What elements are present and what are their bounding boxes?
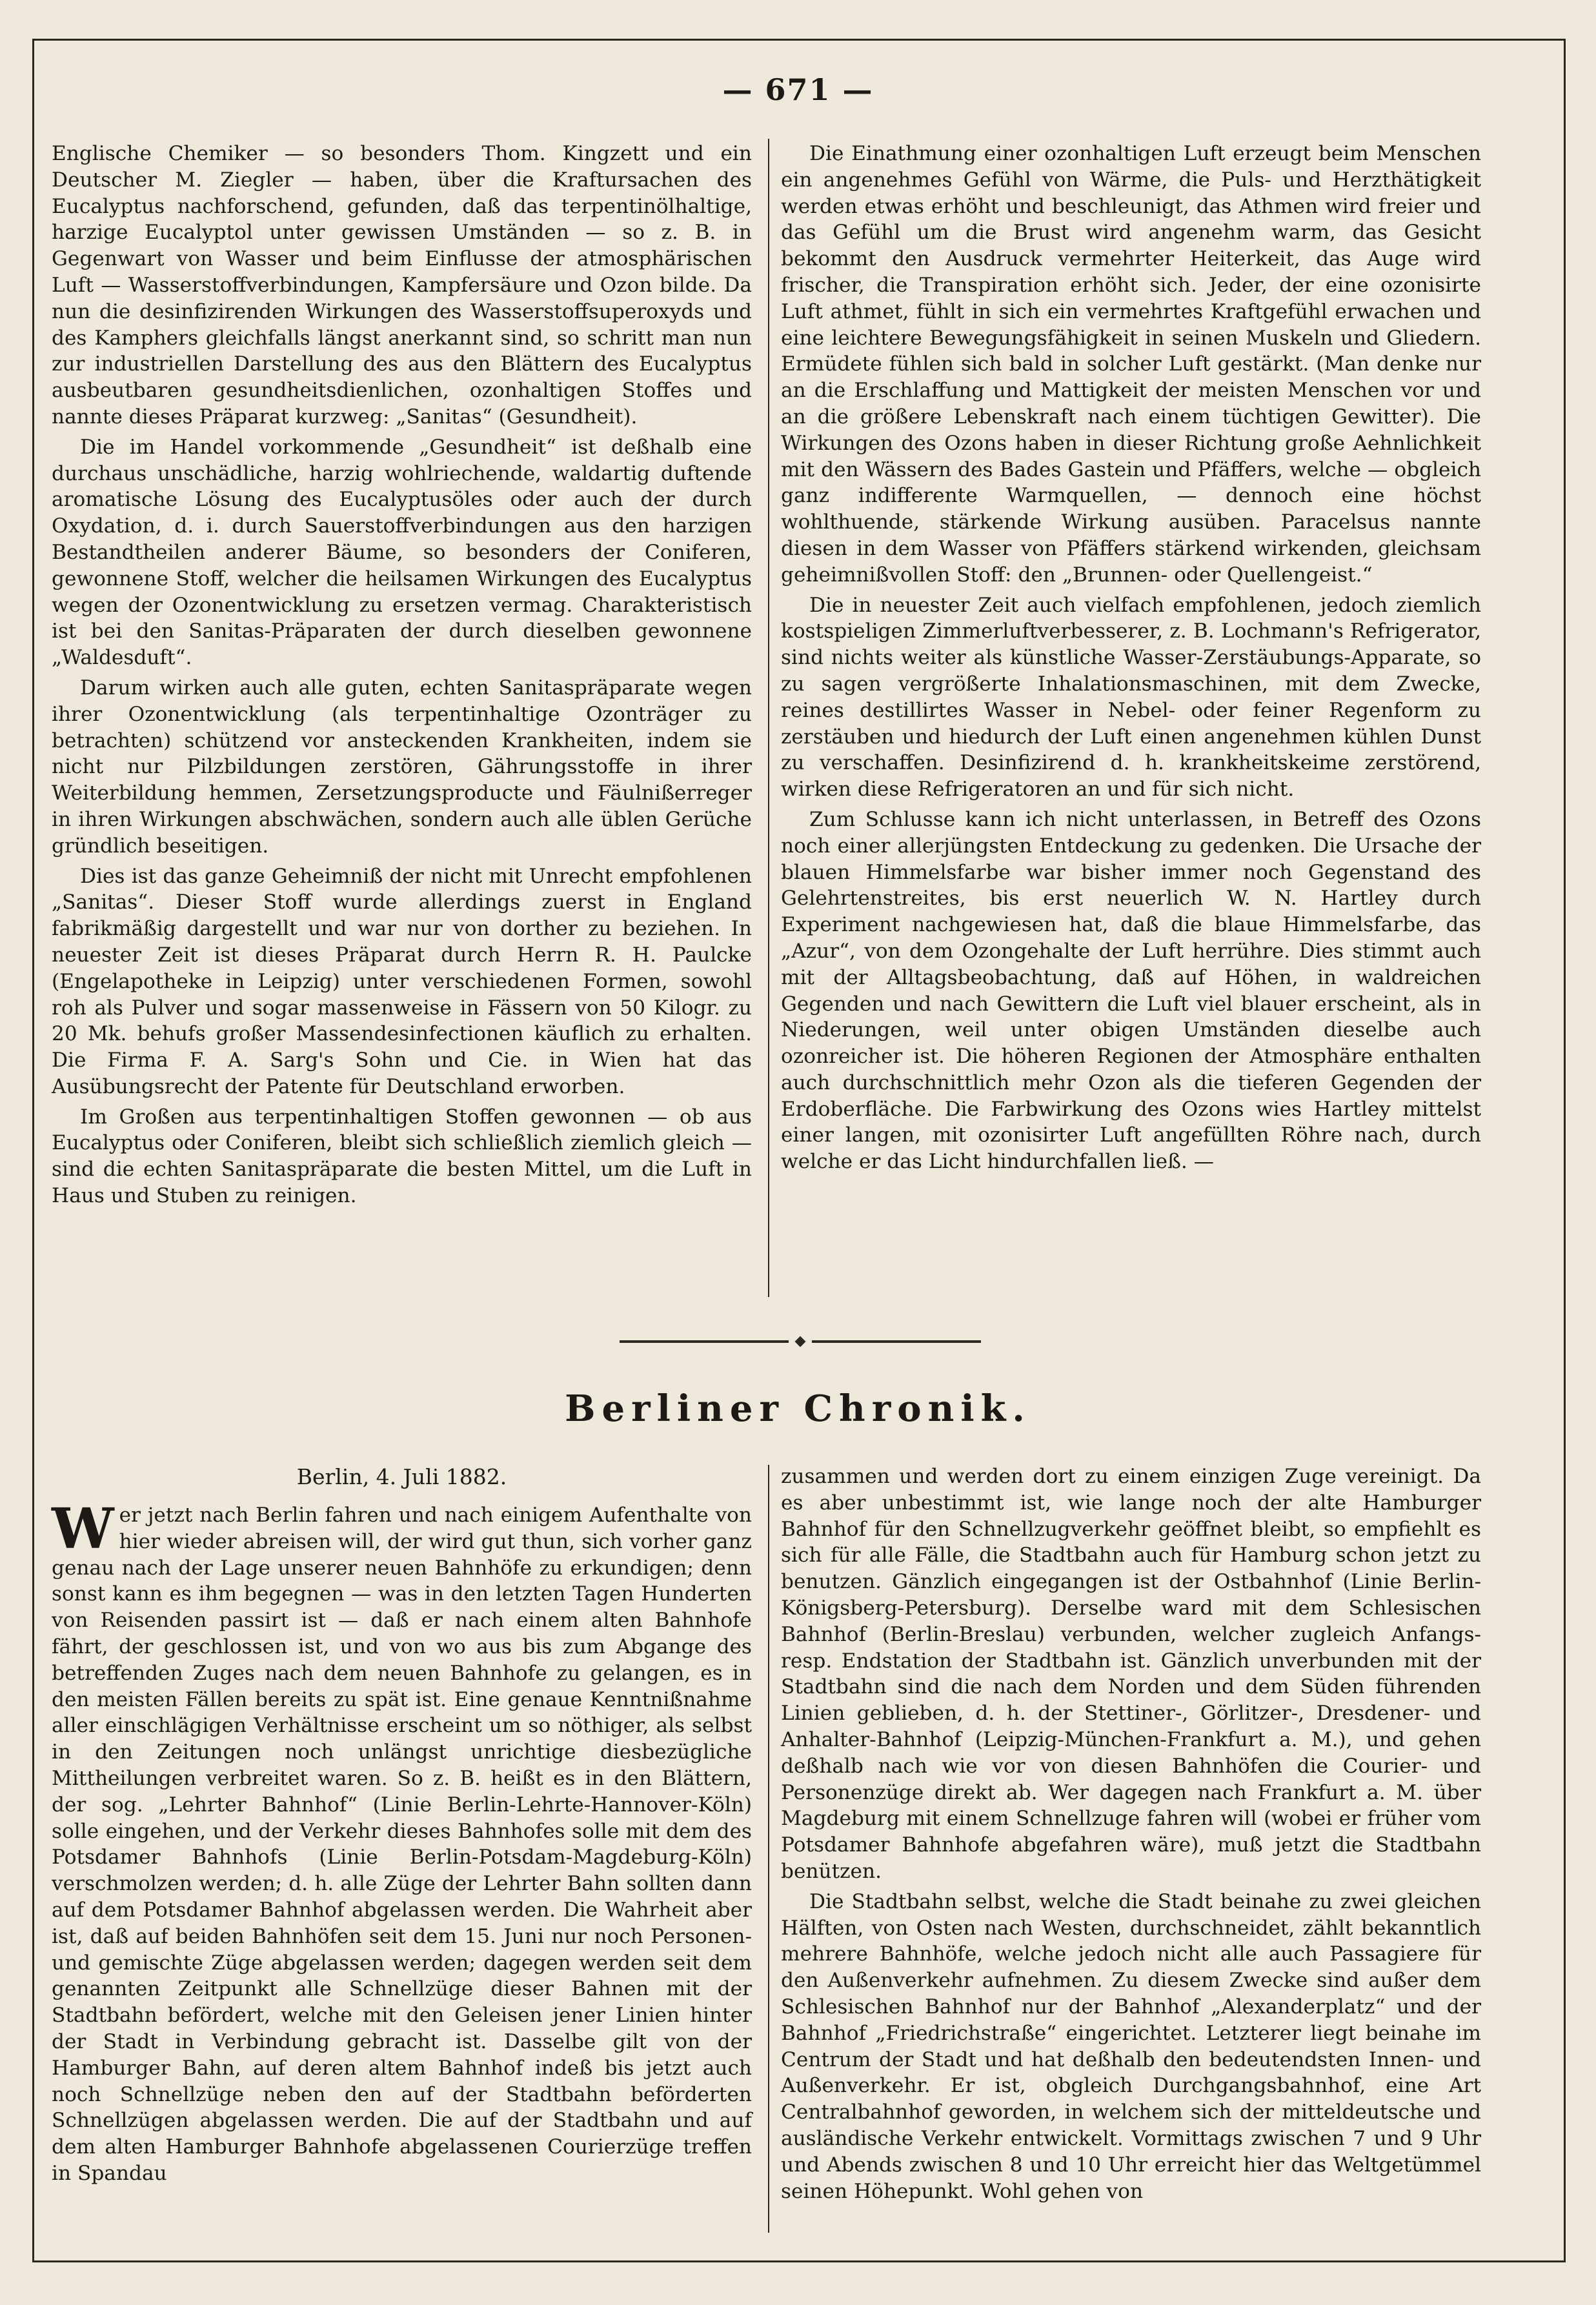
paragraph: Die Stadtbahn selbst, welche die Stadt beinahe zu zwei gleichen Hälften, von Osten nach Westen, durchschneidet, zählt bekanntlich mehrere Bahnhöfe, welche jedoch nicht alle auch Passagiere für den Außenverkehr aufnehmen. Zu diesem Zwecke sind außer dem Schlesischen Bahnhof nur der Bahnhof „Alexanderplatz“ und der Bahnhof „Friedrichstraße“ eingerichtet. Letzterer liegt beinahe im Centrum der Stadt und hat deßhalb den bedeutendsten Innen- und Außenverkehr. Er ist, obgleich Durchgangsbahnhof, eine Art Centralbahnhof geworden, in welchem sich der mitteldeutsche und ausländische Verkehr entwickelt. Vormittags zwischen 7 und 9 Uhr und Abends zwischen 8 und 10 Uhr erreicht hier das Weltgetümmel seinen Höhepunkt. Wohl gehen von [781,1889,1481,2203]
paragraph: Dies ist das ganze Geheimniß der nicht mit Unrecht empfohlenen „Sanitas“. Dieser Stoff wurde allerdings zuerst in England fabrikmäßig dargestellt und war nur von dorther zu beziehen. In neuester Zeit ist dieses Präparat durch Herrn R. H. Paulcke (Engelapotheke in Leipzig) unter verschiedenen Formen, sowohl roh als Pulver und sogar massenweise in Fässern von 50 Kilogr. zu 20 Mk. behufs großer Massendesinfectionen käuflich zu erhalten. Die Firma F. A. Sarg's Sohn und Cie. in Wien hat das Ausübungsrecht der Patente für Deutschland erworben. [52,864,752,1098]
paragraph: Zum Schlusse kann ich nicht unterlassen, in Betreff des Ozons noch einer allerjüngsten Entdeckung zu gedenken. Die Ursache der blauen Himmelsfarbe war bisher immer noch Gegenstand des Gelehrtenstreites, bis erst neuerlich W. N. Hartley durch Experiment nachgewiesen hat, daß die blaue Himmelsfarbe, das „Azur“, von dem Ozongehalte der Luft herrühre. Dies stimmt auch mit der Alltagsbeobachtung, daß auf Höhen, in waldreichen Gegenden und nach Gewittern die Luft viel blauer erscheint, als in Niederungen, weil unter obigen Umständen dieselbe auch ozonreicher ist. Die höheren Regionen der Atmosphäre enthalten auch durchschnittlich mehr Ozon als die tieferen Gegenden der Erdoberfläche. Die Farbwirkung des Ozons wies Hartley mittelst einer langen, mit ozonisirter Luft angefüllten Röhre nach, durch welche er das Licht hindurchfallen ließ. — [781,807,1481,1174]
column-rule [768,139,769,1297]
paragraph: zusammen und werden dort zu einem einzigen Zuge vereinigt. Da es aber unbestimmt ist, wie lange noch der alte Hamburger Bahnhof für den Schnellzugverkehr geöffnet bleibt, so empfiehlt es sich für alle Fälle, die Stadtbahn auch für Hamburg schon jetzt zu benutzen. Gänzlich eingegangen ist der Ostbahnhof (Linie Berlin-Königsberg-Petersburg). Derselbe ward mit dem Schlesischen Bahnhof (Berlin-Breslau) verbunden, welcher zugleich Anfangs- resp. Endstation der Stadtbahn ist. Gänzlich unverbunden mit der Stadtbahn sind die nach dem Norden und dem Süden führenden Linien geblieben, d. h. der Stettiner-, Görlitzer-, Dresdener- und Anhalter-Bahnhof (Leipzig-München-Frankfurt a. M.), und gehen deßhalb nach wie vor von diesen Bahnhöfen die Courier- und Personenzüge direkt ab. Wer dagegen nach Frankfurt a. M. über Magdeburg mit einem Schnellzuge fahren will (wobei er früher vom Potsdamer Bahnhofe abgefahren wäre), muß jetzt die Stadtbahn benützen. [781,1465,1481,1883]
dateline: Berlin, 4. Juli 1882. [296,1464,507,1489]
paragraph: Darum wirken auch alle guten, echten Sanitaspräparate wegen ihrer Ozonentwicklung (als terpentinhaltige Ozonträger zu betrachten) schützend vor ansteckenden Krankheiten, indem sie nicht nur Pilzbildungen zerstören, Gährungsstoffe in ihrer Weiterbildung hemmen, Zersetzungsproducte und Fäulnißerreger in ihren Wirkungen abschwächen, sondern auch alle üblen Gerüche gründlich beseitigen. [52,676,752,858]
paragraph: Die im Handel vorkommende „Gesundheit“ ist deßhalb eine durchaus unschädliche, harzig wohlriechende, waldartig duftende aromatische Lösung des Eucalyptusöles oder auch der durch Oxydation, d. i. durch Sauerstoffverbindungen aus den harzigen Bestandtheilen anderer Bäume, so besonders der Coniferen, gewonnene Stoff, welcher die heilsamen Wirkungen des Eucalyptus wegen der Ozonentwicklung zu ersetzen vermag. Charakteristisch ist bei den Sanitas-Präparaten der durch dieselben gewonnene „Waldesduft“. [52,435,752,670]
bottom-right-column [781,1464,1481,2204]
section-title: Berliner Chronik. [565,1387,1031,1430]
top-right-column [781,141,1481,1175]
bottom-left-column [52,1496,752,2187]
page-number: — 671 — [722,72,874,107]
paragraph [52,1496,752,2187]
top-left-column [52,141,752,1209]
drop-cap: W [52,1496,114,1562]
paragraph: Englische Chemiker — so besonders Thom. Kingzett und ein Deutscher M. Ziegler — haben, über die Kraftursachen des Eucalyptus nachforschend, gefunden, daß das terpentinölhaltige, harzige Eucalyptol unter gewissen Umständen — so z. B. in Gegenwart von Wasser und beim Einflusse der atmosphärischen Luft — Wasserstoffverbindungen, Kampfersäure und Ozon bilde. Da nun die desinfizirenden Wirkungen des Wasserstoffsuperoxyds und des Kamphers gleichfalls längst anerkannt sind, so schritt man nun zur industriellen Darstellung des aus den Blättern des Eucalyptus ausbeutbaren gesundheitsdienlichen, ozonhaltigen Stoffes und nannte dieses Präparat kurzweg: „Sanitas“ (Gesundheit). [52,142,752,428]
paragraph: Die in neuester Zeit auch vielfach empfohlenen, jedoch ziemlich kostspieligen Zimmerluftverbesserer, z. B. Lochmann's Refrigerator, sind nichts weiter als künstliche Wasser-Zerstäubungs-Apparate, so zu sagen vergrößerte Inhalationsmaschinen, mit dem Zwecke, reines destillirtes Wasser in Nebel- oder feiner Regenform zu zerstäuben und hiedurch der Luft einen angenehmen kühlen Dunst zu verschaffen. Desinfizirend d. h. krankheitskeime zerstörend, wirken diese Refrigeratoren an und für sich nicht. [781,593,1481,801]
paragraph: Im Großen aus terpentinhaltigen Stoffen gewonnen — ob aus Eucalyptus oder Coniferen, bleibt sich schließlich ziemlich gleich — sind die echten Sanitaspräparate die besten Mittel, um die Luft in Haus und Stuben zu reinigen. [52,1105,752,1208]
paragraph: Die Einathmung einer ozonhaltigen Luft erzeugt beim Menschen ein angenehmes Gefühl von Wärme, die Puls- und Herzthätigkeit werden etwas erhöht und beschleunigt, das Athmen wird freier und das Gefühl um die Brust wird angenehm warm, das Gesicht bekommt den Ausdruck vermehrter Heiterkeit, das Auge wird frischer, die Transpiration erhöht sich. Jeder, der eine ozonisirte Luft athmet, fühlt in sich ein vermehrtes Kraftgefühl erwachen und eine leichtere Bewegungsfähigkeit in seinen Muskeln und Gliedern. Ermüdete fühlen sich bald in solcher Luft gestärkt. (Man denke nur an die Erschlaffung und Mattigkeit der meisten Menschen vor und an die größere Lebenskraft nach einem tüchtigen Gewitter). Die Wirkungen des Ozons haben in dieser Richtung große Aehnlichkeit mit den Wässern des Bades Gastein und Pfäffers, welche — obgleich ganz indifferente Warmquellen, — dennoch eine höchst wohlthuende, stärkende Wirkung ausüben. Paracelsus nannte diesen in dem Wasser von Pfäffers stärkend wirkenden, gleichsam geheimnißvollen Stoff: den „Brunnen- oder Quellengeist.“ [781,142,1481,587]
column-rule [768,1465,769,2233]
section-divider-ornament [620,1337,981,1346]
paragraph-text: er jetzt nach Berlin fahren und nach einigem Aufenthalte von hier wieder abreisen will, der wird gut thun, sich vorher ganz genau nach der Lage unserer neuen Bahnhöfe zu erkundigen; denn sonst kann es ihm begegnen — was in den letzten Tagen Hunderten von Reisenden passirt ist — daß er nach einem alten Bahnhofe fährt, der geschlossen ist, und von wo aus bis zum Abgange des betreffenden Zuges nach dem neuen Bahnhofe zu gelangen, es in den meisten Fällen bereits zu spät ist. Eine genaue Kenntnißnahme aller einschlägigen Verhältnisse erscheint um so nöthiger, als selbst in den Zeitungen noch unlängst unrichtige diesbezügliche Mittheilungen verbreitet waren. So z. B. heißt es in den Blättern, der sog. „Lehrter Bahnhof“ (Linie Berlin-Lehrte-Hannover-Köln) solle eingehen, und der Verkehr dieses Bahnhofes solle mit dem des Potsdamer Bahnhofs (Linie Berlin-Potsdam-Magdeburg-Köln) verschmolzen werden; d. h. alle Züge der Lehrter Bahn sollten dann auf dem Potsdamer Bahnhof abgelassen werden. Die Wahrheit aber ist, daß auf beiden Bahnhöfen seit dem 15. Juni nur noch Personen- und gemischte Züge abgelassen werden; dagegen werden seit dem genannten Zeitpunkt alle Schnellzüge dieser Bahnen mit der Stadtbahn befördert, welche mit den Geleisen jener Linien hinter der Stadt in Verbindung gebracht ist. Dasselbe gilt von der Hamburger Bahn, auf deren altem Bahnhof indeß bis jetzt auch noch Schnellzüge neben den auf der Stadtbahn beförderten Schnellzügen abgelassen werden. Die auf der Stadtbahn und auf dem alten Hamburger Bahnhofe abgelassenen Courierzüge treffen in Spandau [52,1504,752,2185]
